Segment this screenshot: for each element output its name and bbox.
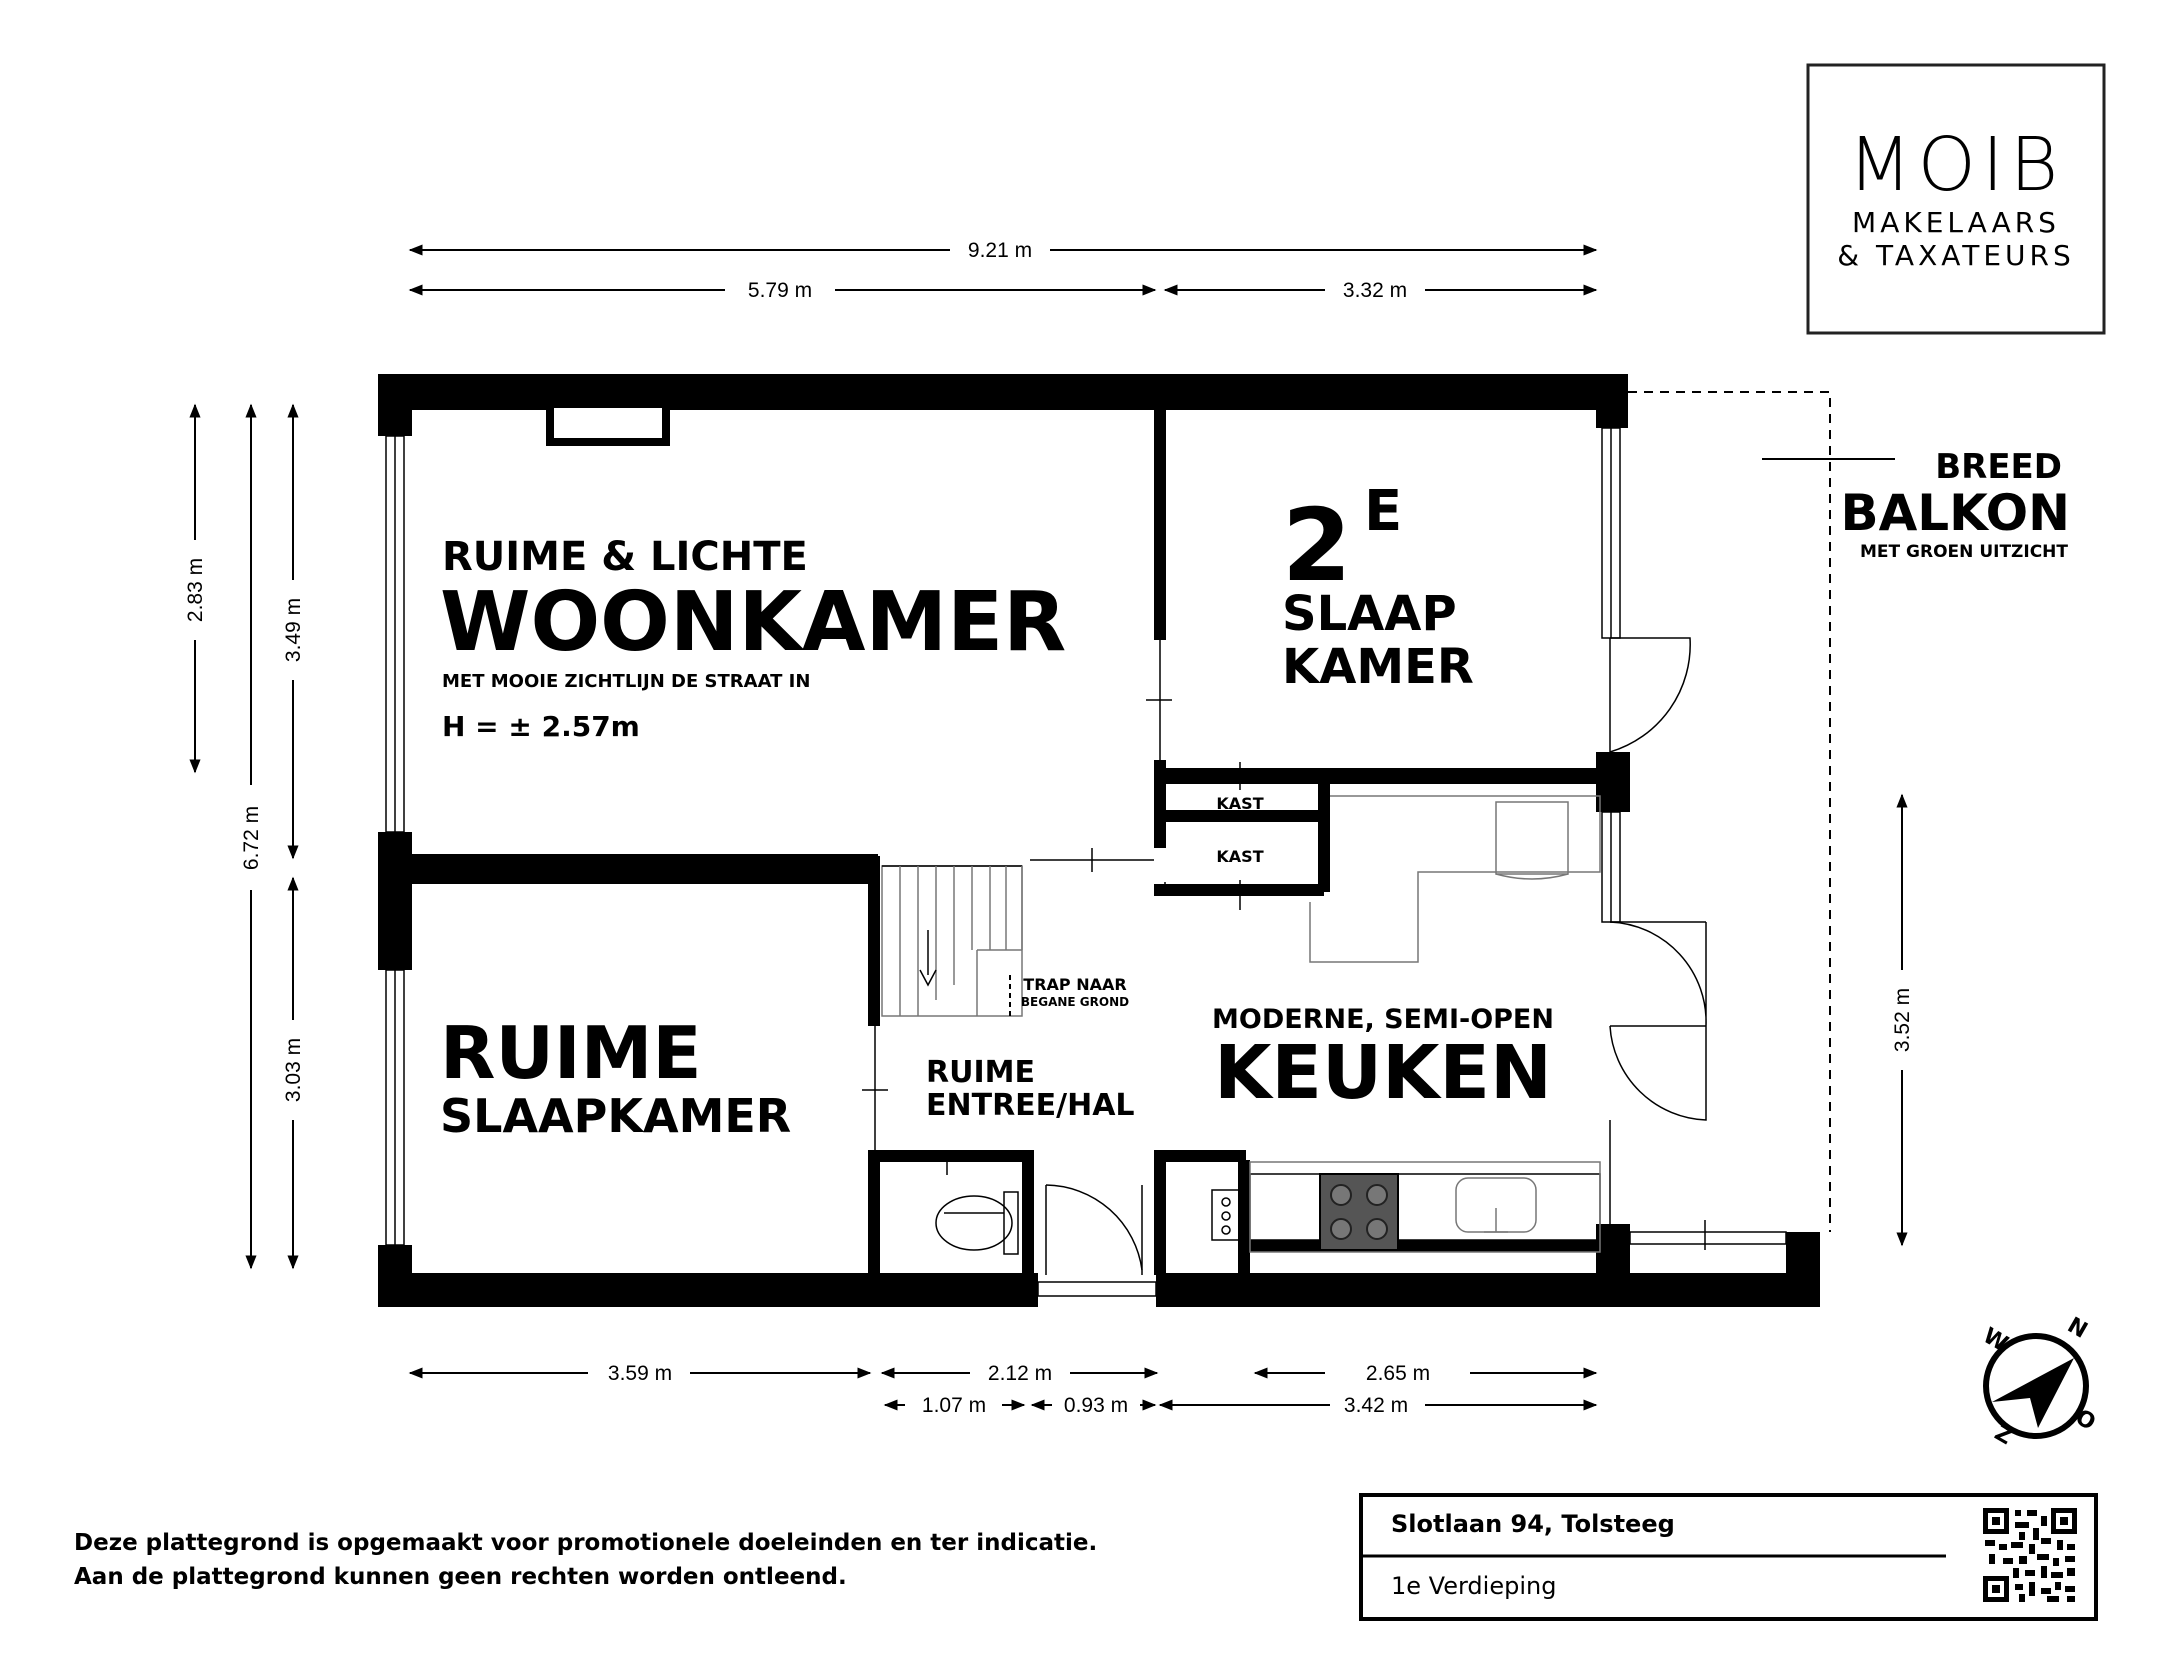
dim-left-349: 3.49 m bbox=[282, 597, 305, 663]
slaapkamer2-number: 2 bbox=[1282, 487, 1352, 604]
logo-line2: & TAXATEURS bbox=[1837, 239, 2075, 272]
dim-left-283: 2.83 m bbox=[184, 557, 207, 623]
room-keuken bbox=[1212, 1004, 1554, 1116]
balkon-line1: BREED bbox=[1935, 447, 2062, 487]
dim-bottom-107: 1.07 m bbox=[921, 1394, 987, 1417]
kast-label-2: KAST bbox=[1216, 847, 1264, 866]
logo-name: MOIB bbox=[1847, 122, 2065, 208]
dimension-right bbox=[1891, 795, 1914, 1245]
trap-line2: BEGANE GROND bbox=[1020, 995, 1130, 1009]
compass-n: N bbox=[2063, 1312, 2092, 1344]
disclaimer-line1: Deze plattegrond is opgemaakt voor promotionele doeleinden en ter indicatie. bbox=[74, 1530, 1098, 1556]
disclaimer bbox=[74, 1530, 1097, 1590]
dim-bottom-342: 3.42 m bbox=[1343, 1394, 1409, 1417]
dim-right-352: 3.52 m bbox=[1891, 987, 1914, 1053]
trap-line1: TRAP NAAR bbox=[1023, 975, 1127, 994]
qr-code-icon bbox=[1983, 1508, 2077, 1602]
dim-bottom-265: 2.65 m bbox=[1365, 1362, 1431, 1385]
dimensions-bottom bbox=[410, 1362, 1596, 1417]
stairs bbox=[882, 866, 1022, 1016]
balkon-label bbox=[1840, 447, 2070, 562]
hal-line1: RUIME bbox=[926, 1055, 1035, 1090]
woonkamer-height: H = ± 2.57m bbox=[442, 710, 640, 743]
info-box bbox=[1361, 1495, 2096, 1619]
slaapkamer-line1: RUIME bbox=[440, 1011, 702, 1095]
chimney bbox=[550, 404, 666, 442]
dim-top-left: 5.79 m bbox=[747, 279, 813, 302]
balkon-line3: MET GROEN UITZICHT bbox=[1860, 542, 2068, 562]
compass-w: W bbox=[1978, 1323, 2013, 1358]
dim-bottom-093: 0.93 m bbox=[1063, 1394, 1129, 1417]
dim-bottom-359: 3.59 m bbox=[607, 1362, 673, 1385]
doors bbox=[862, 638, 1706, 1275]
info-floor: 1e Verdieping bbox=[1391, 1572, 1557, 1600]
room-woonkamer bbox=[440, 534, 1066, 743]
info-address: Slotlaan 94, Tolsteeg bbox=[1391, 1510, 1675, 1538]
dim-left-672: 6.72 m bbox=[240, 805, 263, 871]
keuken-line1: MODERNE, SEMI-OPEN bbox=[1212, 1004, 1554, 1035]
keuken-title: KEUKEN bbox=[1214, 1030, 1552, 1116]
room-hal bbox=[926, 1055, 1135, 1123]
compass-z: Z bbox=[1990, 1420, 2017, 1451]
dimensions-left bbox=[184, 405, 305, 1268]
disclaimer-line2: Aan de plattegrond kunnen geen rechten worden ontleend. bbox=[74, 1564, 847, 1590]
balkon-title: BALKON bbox=[1840, 484, 2070, 542]
woonkamer-line1: RUIME & LICHTE bbox=[442, 534, 808, 580]
woonkamer-line3: MET MOOIE ZICHTLIJN DE STRAAT IN bbox=[442, 671, 811, 692]
room-slaapkamer bbox=[440, 1011, 791, 1143]
compass-o: O bbox=[2070, 1404, 2100, 1436]
slaapkamer2-line2: KAMER bbox=[1282, 639, 1474, 695]
dim-top-total: 9.21 m bbox=[967, 239, 1033, 262]
dim-left-303: 3.03 m bbox=[282, 1037, 305, 1103]
logo bbox=[1808, 65, 2104, 333]
compass-icon bbox=[1978, 1313, 2099, 1450]
slaapkamer2-line1: SLAAP bbox=[1282, 586, 1457, 642]
dimensions-top bbox=[410, 239, 1596, 302]
toilet bbox=[936, 1192, 1018, 1254]
dim-top-right: 3.32 m bbox=[1342, 279, 1408, 302]
room-slaapkamer-2 bbox=[1282, 479, 1474, 695]
dim-bottom-212: 2.12 m bbox=[987, 1362, 1053, 1385]
kast-label-1: KAST bbox=[1216, 794, 1264, 813]
slaapkamer-line2: SLAAPKAMER bbox=[440, 1089, 792, 1143]
hal-line2: ENTREE/HAL bbox=[926, 1088, 1135, 1123]
logo-line1: MAKELAARS bbox=[1852, 206, 2060, 239]
slaapkamer2-suffix: E bbox=[1364, 479, 1403, 544]
trap-label bbox=[1021, 975, 1129, 1009]
woonkamer-title: WOONKAMER bbox=[440, 575, 1067, 670]
